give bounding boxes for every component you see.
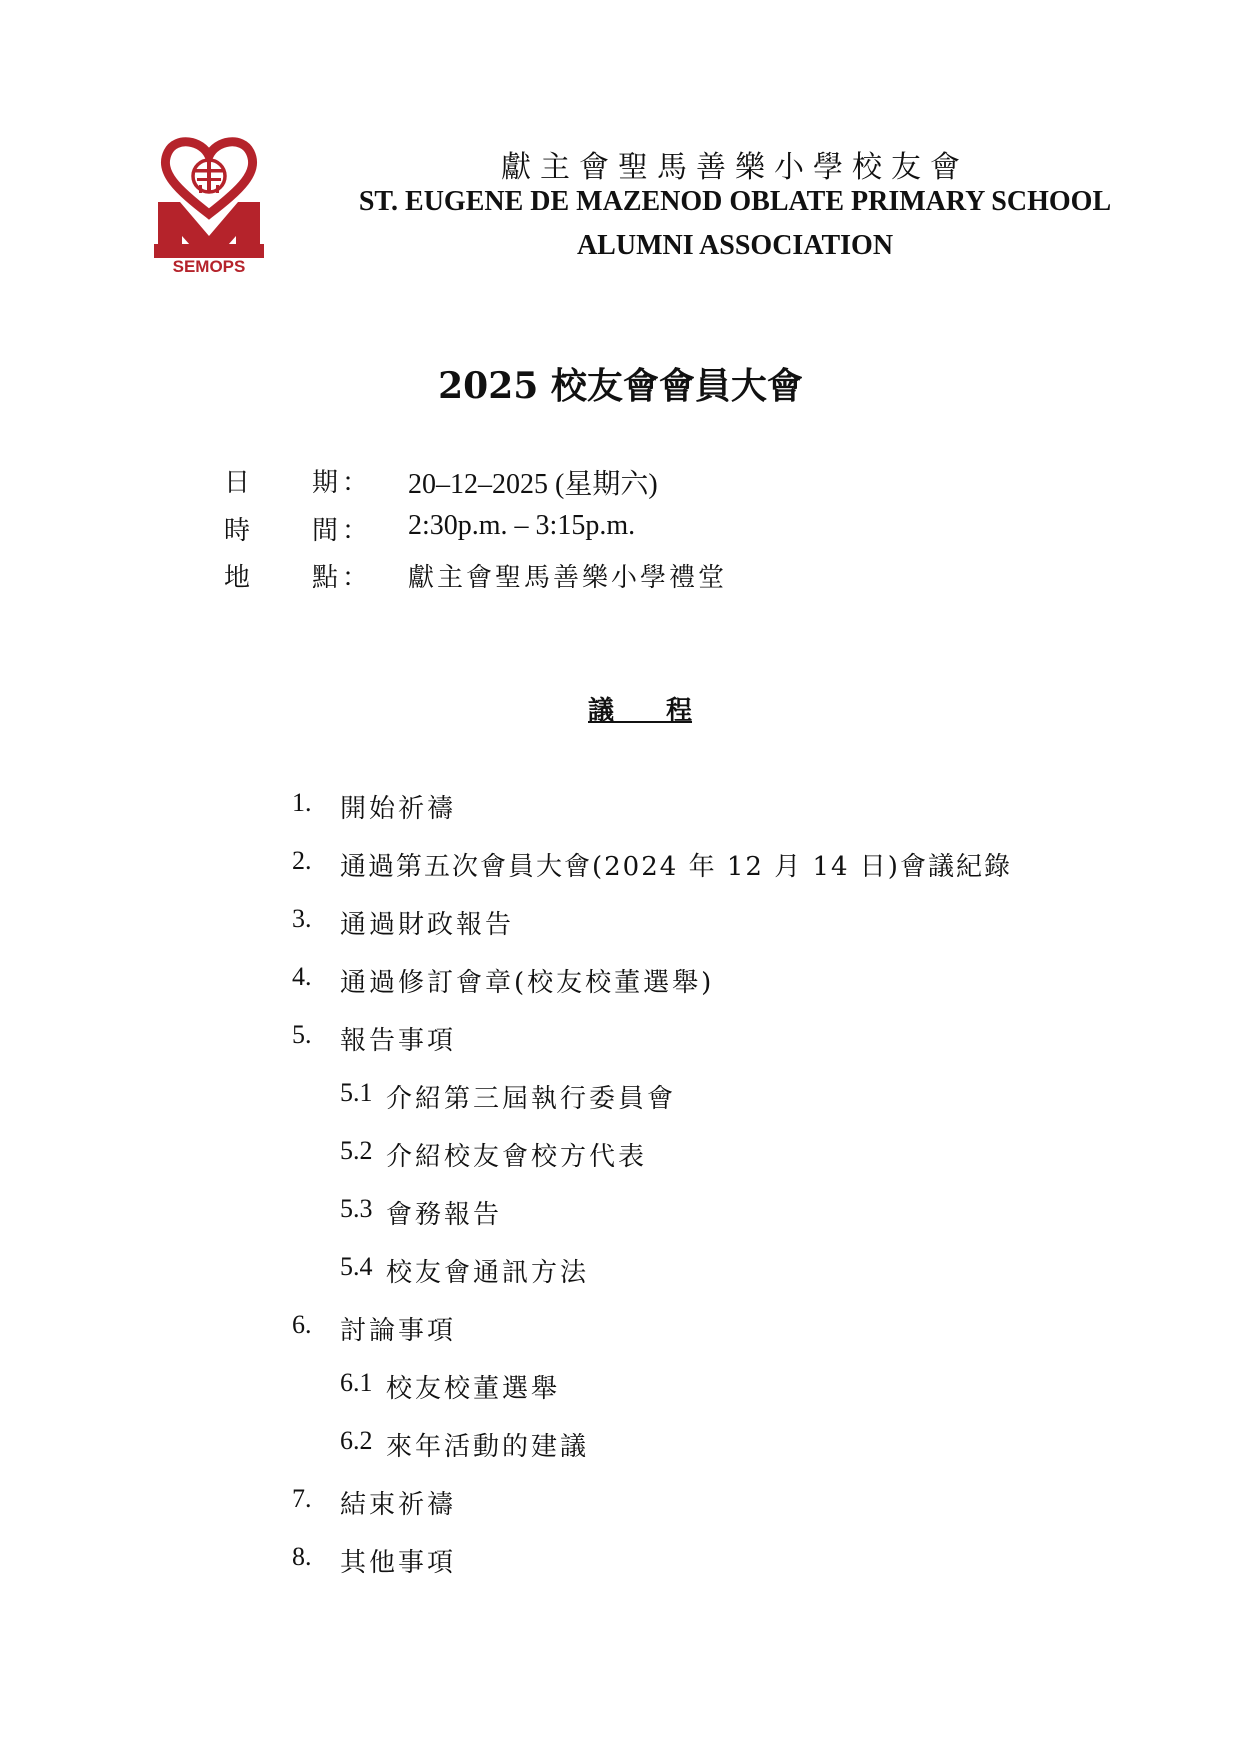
info-colon: ： <box>342 468 369 498</box>
org-name-english-line1: ST. EUGENE DE MAZENOD OBLATE PRIMARY SCHOOL <box>358 186 1112 217</box>
agenda-item-number: 3. <box>292 904 312 933</box>
agenda-item-text: 介紹校友會校方代表 <box>386 1142 648 1172</box>
agenda-item-number: 6.2 <box>340 1426 373 1455</box>
info-colon: ： <box>342 516 369 546</box>
agenda-item-text: 開始祈禱 <box>340 794 457 824</box>
agenda-item-text: 通過修訂會章(校友校董選舉) <box>340 968 715 998</box>
agenda-item-text: 通過第五次會員大會(2024 年 12 月 14 日)會議紀錄 <box>340 852 1012 882</box>
agenda-item-text: 校友校董選舉 <box>386 1374 561 1404</box>
info-label-char1: 日 <box>224 468 251 498</box>
agenda-item-number: 5. <box>292 1020 312 1049</box>
agenda-item-text: 通過財政報告 <box>340 910 515 940</box>
agenda-item-number: 8. <box>292 1542 312 1571</box>
agenda-item-text: 介紹第三屆執行委員會 <box>386 1084 677 1114</box>
info-label-char2: 間 <box>312 516 339 546</box>
agenda-item-text: 會務報告 <box>386 1200 503 1230</box>
agenda-item-number: 5.3 <box>340 1194 373 1223</box>
agenda-item-text: 其他事項 <box>340 1548 457 1578</box>
info-colon: ： <box>342 563 369 593</box>
info-value-date: 20–12–2025 (星期六) <box>408 469 658 500</box>
agenda-item-text: 結束祈禱 <box>340 1490 457 1520</box>
org-name-chinese: 獻主會聖馬善樂小學校友會 <box>501 150 969 185</box>
info-value-venue: 獻主會聖馬善樂小學禮堂 <box>408 563 728 593</box>
agenda-item-text: 討論事項 <box>340 1316 457 1346</box>
semops-logo <box>150 132 268 274</box>
agenda-item-number: 5.2 <box>340 1136 373 1165</box>
agenda-item-text: 報告事項 <box>340 1026 457 1056</box>
info-value-time: 2:30p.m. – 3:15p.m. <box>408 510 636 541</box>
info-label-char2: 點 <box>312 563 339 593</box>
agenda-item-number: 4. <box>292 962 312 991</box>
agenda-item-text: 校友會通訊方法 <box>386 1258 590 1288</box>
info-label-char1: 時 <box>224 516 251 546</box>
agenda-item-number: 6.1 <box>340 1368 373 1397</box>
agenda-item-text: 來年活動的建議 <box>386 1432 590 1462</box>
agenda-item-number: 5.4 <box>340 1252 373 1281</box>
agenda-item-number: 5.1 <box>340 1078 373 1107</box>
page-title: 2025 校友會會員大會 <box>438 365 803 407</box>
logo-text: SEMOPS <box>172 257 246 274</box>
info-label-char1: 地 <box>224 563 251 593</box>
agenda-item-number: 6. <box>292 1310 312 1339</box>
agenda-item-number: 2. <box>292 846 312 875</box>
info-label-char2: 期 <box>312 468 339 498</box>
agenda-heading: 議 程 <box>588 696 693 726</box>
agenda-item-number: 1. <box>292 788 312 817</box>
org-name-english-line2: ALUMNI ASSOCIATION <box>576 230 894 261</box>
agenda-item-number: 7. <box>292 1484 312 1513</box>
